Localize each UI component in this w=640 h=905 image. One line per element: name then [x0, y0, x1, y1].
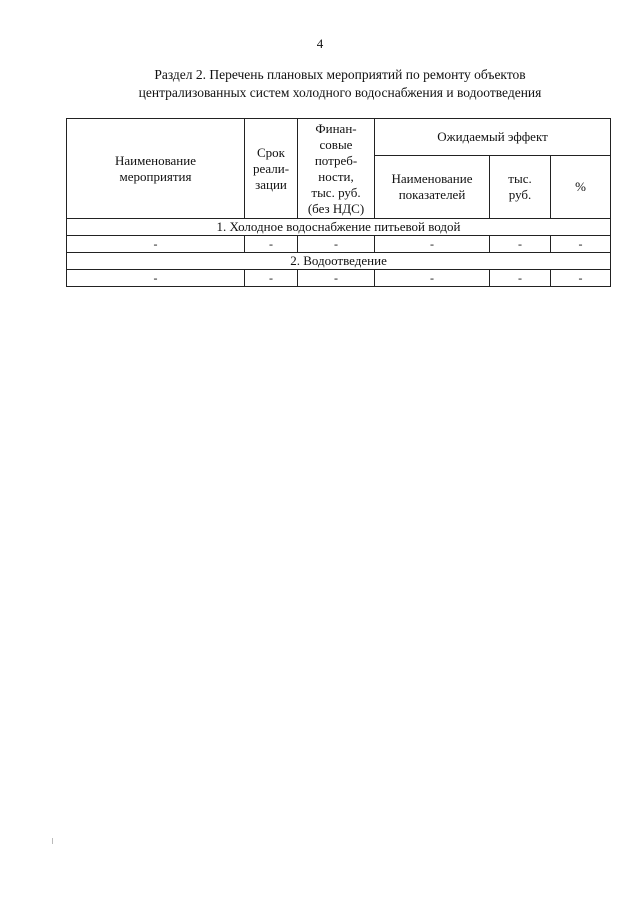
header-percent: % — [551, 156, 611, 219]
table-cell: - — [551, 270, 611, 287]
page-number: 4 — [316, 36, 324, 51]
section-title-water-supply: 1. Холодное водоснабжение питьевой водой — [67, 219, 611, 236]
table-cell: - — [67, 236, 245, 253]
table-cell: - — [375, 236, 490, 253]
table-row — [67, 236, 611, 253]
table-row — [67, 270, 611, 287]
table-cell: - — [551, 236, 611, 253]
section-title — [60, 66, 620, 102]
table-cell: - — [298, 236, 375, 253]
repair-plan-table — [66, 118, 611, 287]
section-row-water-supply — [67, 219, 611, 236]
section-row-wastewater — [67, 253, 611, 270]
header-expected-effect: Ожидаемый эффект — [375, 119, 611, 156]
header-activity-name: Наименование мероприятия — [67, 119, 245, 219]
section-title-wastewater: 2. Водоотведение — [67, 253, 611, 270]
header-row-1 — [67, 119, 611, 156]
table-cell: - — [245, 270, 298, 287]
header-financial-needs: Финан- совые потреб- ности, тыс. руб. (без НДС) — [298, 119, 375, 219]
table-cell: - — [490, 270, 551, 287]
table-cell: - — [298, 270, 375, 287]
header-indicator-name: Наименование показателей — [375, 156, 490, 219]
header-implementation-term: Срок реали- зации — [245, 119, 298, 219]
table-cell: - — [67, 270, 245, 287]
table-cell: - — [375, 270, 490, 287]
section-title-line-2: централизованных систем холодного водоснабжения и водоотведения — [138, 85, 542, 100]
header-thousand-rub: тыс. руб. — [490, 156, 551, 219]
table-cell: - — [490, 236, 551, 253]
scan-margin-mark — [52, 838, 53, 844]
table-cell: - — [245, 236, 298, 253]
section-title-line-1: Раздел 2. Перечень плановых мероприятий по ремонту объектов — [154, 67, 526, 82]
